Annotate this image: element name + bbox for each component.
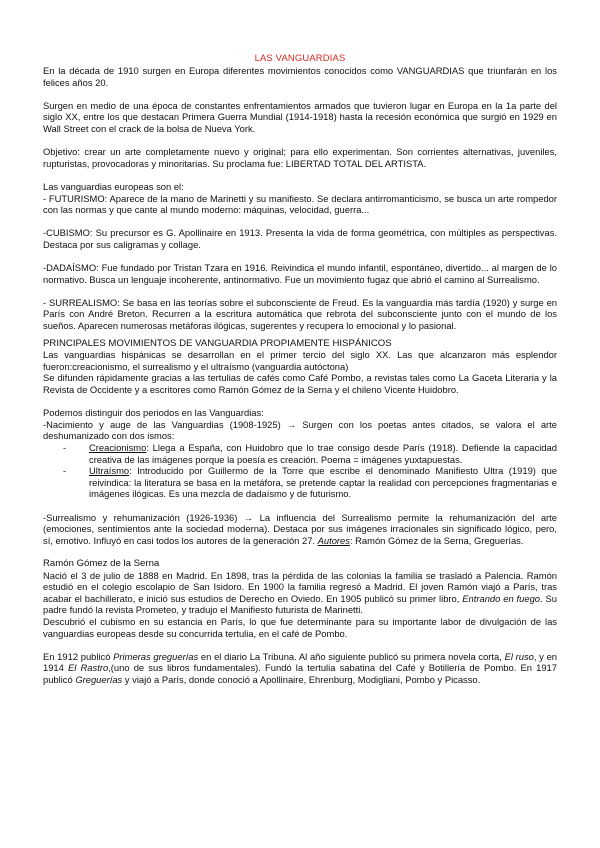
hispanic-heading: PRINCIPALES MOVIMIENTOS DE VANGUARDIA PROPIAMENTE HISPÁNICOS (43, 337, 392, 349)
ramon-p2-book-3: El Rastro (68, 662, 109, 674)
creacionismo-text: : Llega a España, con Huidobro que lo trae consigo desde París (1918). Defiende la capacidad creativa de las imágenes porque la poesía es creación. Poema = imágenes yuxtapuestas. (89, 442, 557, 465)
intro-paragraph: En la década de 1910 surgen en Europa diferentes movimientos conocidos como VANGUARDIAS que triunfarán en los felices años 20. (43, 65, 557, 88)
ramon-p2-a: En 1912 publicó (43, 650, 114, 662)
ramon-p2-book-4: Greguerías (75, 673, 123, 685)
ramon-p2-book-1: Primeras greguerías (113, 650, 199, 662)
futurismo-paragraph: - FUTURISMO: Aparece de la mano de Marinetti y su manifiesto. Se declara antirromanticismo, se busca un arte rompedor con las normas y que cante al mundo moderno: máquinas, velocidad, guerra... (43, 192, 557, 216)
document-page (43, 52, 557, 685)
hispanic-paragraph-1: Las vanguardias hispánicas se desarrollan en el primer tercio del siglo XX. Las que alcanzaron más esplendor fueron:creacionismo, el surrealismo y el ultraísmo (vanguardia autóctona) (43, 349, 557, 372)
ramon-p1-text-b: . Su padre fundó la revista Prometeo, y tradujo el Manifiesto futurista de Marinetti. (43, 592, 557, 616)
ramon-p2-c: en el diario La Tribuna. Al año siguiente publicó su primera novela corta, (198, 650, 505, 662)
surrealismo-paragraph: - SURREALISMO: Se basa en las teorías sobre el subconsciente de Freud. Es la vanguardia más tardía (1920) y surge en París con André Breton. Recurren a la escritura automática que rebrota del subconsciente junto con el mundo de los sueños. Aparecen numerosas metáforas ilógicas, sugerentes y recupera lo emocional y lo pasional. (43, 296, 557, 332)
ultraismo-text: : Introducido por Guillermo de la Torre que escribe el denominado Manifiesto Ultra (1919) que reivindica: la literatura se basa en la metáfora, se pretende captar la realidad con percepciones fragmentarias e imágenes ilógicas. Es una mezcla de dadaísmo y de futurismo. (89, 465, 557, 500)
cubismo-paragraph: -CUBISMO: Su precursor es G. Apollinaire en 1913. Presenta la vida de forma geométrica, con múltiples as perspectivas. Destaca por sus caligramas y collage. (43, 227, 557, 250)
ramon-p2-f: y viajó a París, donde conoció a Apollinaire, Ehrenburg, Modigliani, Pombo y Picasso. (122, 673, 481, 685)
periods-intro: Podemos distinguir dos periodos en las Vanguardias: (43, 407, 264, 419)
period-1-paragraph: -Nacimiento y auge de las Vanguardias (1908-1925) → Surgen con los poetas antes citados, se valora el arte deshumanizado con dos ismos: (43, 418, 557, 442)
creacionismo-label: Creacionismo (89, 442, 147, 453)
period-2-tail: : Ramón Gómez de la Serna, Greguerías. (349, 534, 524, 546)
ramon-p2-d: , y en 1914 (43, 650, 557, 674)
ramon-p1-text-a: Nació el 3 de julio de 1888 en Madrid. En 1898, tras la pérdida de las colonias la familia se trasladó a Palencia. Ramón estudió en el colegio escolapio de San Isidoro. En 1900 la familia regresó a Madrid. El joven Ramón viajó a París, tras acabar el bachillerato, e inició sus estudios de Derecho en Oviedo. En 1905 publicó su primer libro, (43, 569, 557, 604)
objective-paragraph: Objetivo: crear un arte completamente nuevo y original; para ello experimentan. Son corrientes alternativas, juveniles, rupturistas, provocadoras y minoritarias. Su proclama fue: LIBERTAD TOTAL DEL ARTISTA. (43, 146, 557, 169)
period-2-paragraph (43, 512, 557, 547)
list-item-ultraismo (89, 465, 557, 500)
autores-label: Autores (317, 534, 350, 546)
ramon-paragraph-1c: Descubrió el cubismo en su estancia en París, lo que fue determinante para su importante labor de divulgación de las vanguardias europeas desde su concurrida tertulia, en el café de Pombo. (43, 615, 557, 639)
dadaismo-paragraph: -DADAÍSMO: Fue fundado por Tristan Tzara en 1916. Reivindica el mundo infantil, espontáneo, divertido... al margen de lo normativo. Busca un lenguaje incoherente, antinormativo. Fue un movimiento fugaz que abrió el camino al Surrealismo. (43, 262, 557, 285)
list-item-creacionismo (89, 442, 557, 465)
hispanic-paragraph-2: Se difunden rápidamente gracias a las tertulias de cafés como Café Pombo, a revistas tales como La Gaceta Literaria y la Revista de Occidente y a escritores como Ramón Gómez de la Serna y el chileno Vicente Huidobro. (43, 372, 557, 396)
ismos-list (43, 442, 557, 500)
ramon-paragraph-2 (43, 651, 557, 686)
european-intro: Las vanguardias europeas son el: (43, 180, 184, 192)
ramon-heading: Ramón Gómez de la Serna (43, 557, 160, 569)
ultraismo-label: Ultraísmo (89, 465, 130, 477)
document-title: LAS VANGUARDIAS (254, 52, 346, 63)
ramon-paragraph-1 (43, 570, 557, 616)
context-paragraph: Surgen en medio de una época de constantes enfrentamientos armados que tuvieron lugar en Europa en la 1a parte del siglo XX, entre los que destacan Primera Guerra Mundial (1914-1918) hasta la recesión económica que surgió en 1929 en Wall Street con el crack de la bolsa de Nueva York. (43, 99, 557, 134)
ramon-p2-e: ,(uno de sus libros fundamentales). Fundó la tertulia sabatina del Café y Botillería de Pombo. En 1917 publicó (43, 662, 557, 685)
period-2-text: -Surrealismo y rehumanización (1926-1936) → La influencia del Surrealismo permite la rehumanización del arte (emociones, sentimientos ante la sociedad moderna). Destaca por sus imágenes irracionales sin significado lógico, pero, sí, emotivo. Influyó en casi todos los autores de la generación 27. (43, 511, 557, 546)
ramon-p1-book: Entrando en fuego (462, 592, 541, 604)
ramon-p2-book-2: El ruso (504, 650, 534, 662)
